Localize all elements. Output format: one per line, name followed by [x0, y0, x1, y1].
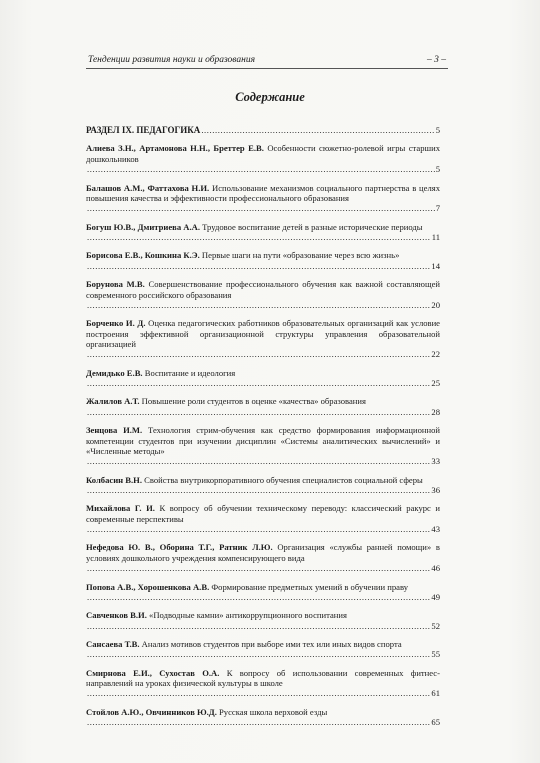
entry-title: Первые шаги на пути «образование через всю жизнь» — [201, 250, 400, 261]
entry-title: Технология стрим-обучения как средство формирования информационной компетенции студентов при изучении дисциплин «Системы аналитических вычислений» и «Численные методы» — [86, 425, 440, 456]
dot-leader — [87, 717, 430, 727]
entry-page: 46 — [431, 563, 440, 574]
entry-page: 33 — [431, 456, 440, 467]
entry-text — [86, 542, 440, 563]
entry-authors: Колбасин В.Н. — [86, 474, 142, 485]
entry-title: К вопросу об использовании современных фитнес-направлений на уроках физической культуры в школе — [86, 667, 440, 689]
dot-leader — [87, 485, 430, 495]
entry-text — [86, 639, 440, 649]
entry-text — [86, 503, 440, 524]
entry-text — [86, 707, 440, 717]
entry-text — [86, 183, 440, 204]
entry-text — [86, 475, 440, 485]
dot-leader — [87, 349, 430, 359]
toc-entry[interactable] — [86, 707, 440, 728]
entry-authors: Борисова Е.В., Кошкина К.Э. — [86, 250, 200, 261]
dot-leader — [87, 524, 430, 534]
dot-leader — [87, 203, 435, 213]
entry-page: 14 — [431, 260, 440, 271]
entry-page: 55 — [431, 649, 440, 660]
toc-section[interactable] — [86, 125, 440, 135]
entry-page: 5 — [435, 164, 440, 175]
running-header — [86, 52, 448, 69]
entry-authors: Балашов А.М., Фаттахова Н.И. — [86, 182, 210, 193]
dot-leader — [87, 300, 430, 310]
entry-text — [86, 222, 440, 232]
entry-text — [86, 668, 440, 689]
toc-entry[interactable] — [86, 503, 440, 534]
table-of-contents — [86, 125, 440, 736]
entry-authors: Попова А.В., Хорошенкова А.В. — [86, 581, 210, 592]
entry-authors: Михайлова Г. И. — [86, 503, 155, 514]
toc-entry[interactable] — [86, 425, 440, 466]
entry-page: 61 — [431, 688, 440, 699]
entry-page: 22 — [431, 349, 440, 360]
entry-page: 20 — [431, 299, 440, 310]
entry-page: 65 — [431, 717, 440, 728]
dot-leader — [87, 261, 430, 271]
entry-title: Использование механизмов социального партнерства в целях повышения качества и эффективности профессионального образования — [86, 182, 440, 203]
entry-text — [86, 318, 440, 349]
toc-entry[interactable] — [86, 542, 440, 573]
toc-entry[interactable] — [86, 318, 440, 359]
toc-entry[interactable] — [86, 668, 440, 699]
entry-title: Свойства внутрикорпоративного обучения специалистов социальной сферы — [144, 474, 423, 485]
toc-title: Содержание — [235, 90, 305, 104]
entry-text — [86, 610, 440, 620]
entry-title: Воспитание и идеология — [144, 367, 236, 378]
entry-page: 28 — [431, 406, 440, 417]
section-label: РАЗДЕЛ IX. ПЕДАГОГИКА — [86, 125, 201, 135]
toc-entry[interactable] — [86, 183, 440, 214]
entry-text — [86, 582, 440, 592]
entry-authors: Нефедова Ю. В., Оборина Т.Г., Ратник Л.Ю. — [86, 542, 273, 553]
entry-text — [86, 396, 440, 406]
page-number: – 3 – — [427, 55, 446, 65]
dot-leader — [201, 125, 434, 135]
entry-title: Формирование предметных умений в обучении праву — [211, 581, 409, 592]
entry-text — [86, 425, 440, 456]
dot-leader — [87, 232, 431, 242]
entry-title: К вопросу об обучении техническому переводу: классический ракурс и современные перспективы — [86, 503, 440, 524]
toc-entry[interactable] — [86, 475, 440, 496]
dot-leader — [87, 407, 430, 417]
entry-title: Трудовое воспитание детей в разные исторические периоды — [202, 221, 423, 232]
dot-leader — [87, 378, 430, 388]
entry-authors: Алиева З.Н., Артамонова Н.Н., Бреттер Е.В. — [86, 143, 264, 154]
entry-text — [86, 279, 440, 300]
entry-authors: Борунова М.В. — [86, 279, 145, 290]
entry-authors: Смирнова Е.И., Сухостав О.А. — [86, 667, 220, 678]
entry-text — [86, 368, 440, 378]
toc-entry[interactable] — [86, 279, 440, 310]
entry-authors: Богуш Ю.В., Дмитриева А.А. — [86, 221, 200, 232]
entry-title: «Подводные камни» антикоррупционного воспитания — [149, 610, 347, 621]
entry-page: 36 — [431, 484, 440, 495]
entry-page: 49 — [431, 591, 440, 602]
entry-authors: Стойлов А.Ю., Овчинников Ю.Д. — [86, 706, 217, 717]
toc-entry[interactable] — [86, 396, 440, 417]
entry-page: 52 — [431, 620, 440, 631]
entry-title: Оценка педагогических работников образовательных организаций как условие построения эффективной организационной структуры управления образовательной организацией — [86, 318, 440, 349]
entry-authors: Савченков В.И. — [86, 610, 147, 621]
journal-title: Тенденции развития науки и образования — [88, 55, 255, 65]
entry-title: Русская школа верховой езды — [219, 706, 328, 717]
toc-entry[interactable] — [86, 368, 440, 389]
entry-title: Особенности сюжетно-ролевой игры старших дошкольников — [86, 143, 441, 164]
entry-title: Организация «службы ранней помощи» в условиях дошкольного учреждения компенсирующего вида — [86, 542, 440, 563]
toc-entry[interactable] — [86, 639, 440, 660]
entry-authors: Зенцова И.М. — [86, 425, 143, 436]
toc-entry[interactable] — [86, 222, 440, 243]
dot-leader — [87, 563, 430, 573]
dot-leader — [87, 621, 430, 631]
dot-leader — [87, 164, 435, 174]
entry-authors: Борченко И. Д. — [86, 318, 146, 329]
dot-leader — [87, 456, 430, 466]
entry-text — [86, 143, 440, 164]
toc-entry[interactable] — [86, 582, 440, 603]
entry-page: 43 — [431, 523, 440, 534]
entry-page: 11 — [431, 231, 440, 242]
entry-authors: Жалилов А.Т. — [86, 396, 140, 407]
dot-leader — [87, 649, 430, 659]
entry-title: Анализ мотивов студентов при выборе ими тех или иных видов спорта — [141, 639, 402, 650]
toc-entry[interactable] — [86, 610, 440, 631]
entry-page: 25 — [431, 377, 440, 388]
toc-entry[interactable] — [86, 250, 440, 271]
toc-entry[interactable] — [86, 143, 440, 174]
entry-page: 7 — [435, 203, 440, 214]
entry-title: Повышение роли студентов в оценке «качества» образования — [141, 396, 366, 407]
dot-leader — [87, 688, 430, 698]
entry-title: Совершенствование профессионального обучения как важной составляющей современного российского образования — [86, 279, 440, 300]
section-page: 5 — [435, 125, 440, 135]
entry-text — [86, 250, 440, 260]
entry-authors: Демидько Е.В. — [86, 367, 143, 378]
dot-leader — [87, 592, 430, 602]
entry-authors: Сансаева Т.В. — [86, 639, 140, 650]
